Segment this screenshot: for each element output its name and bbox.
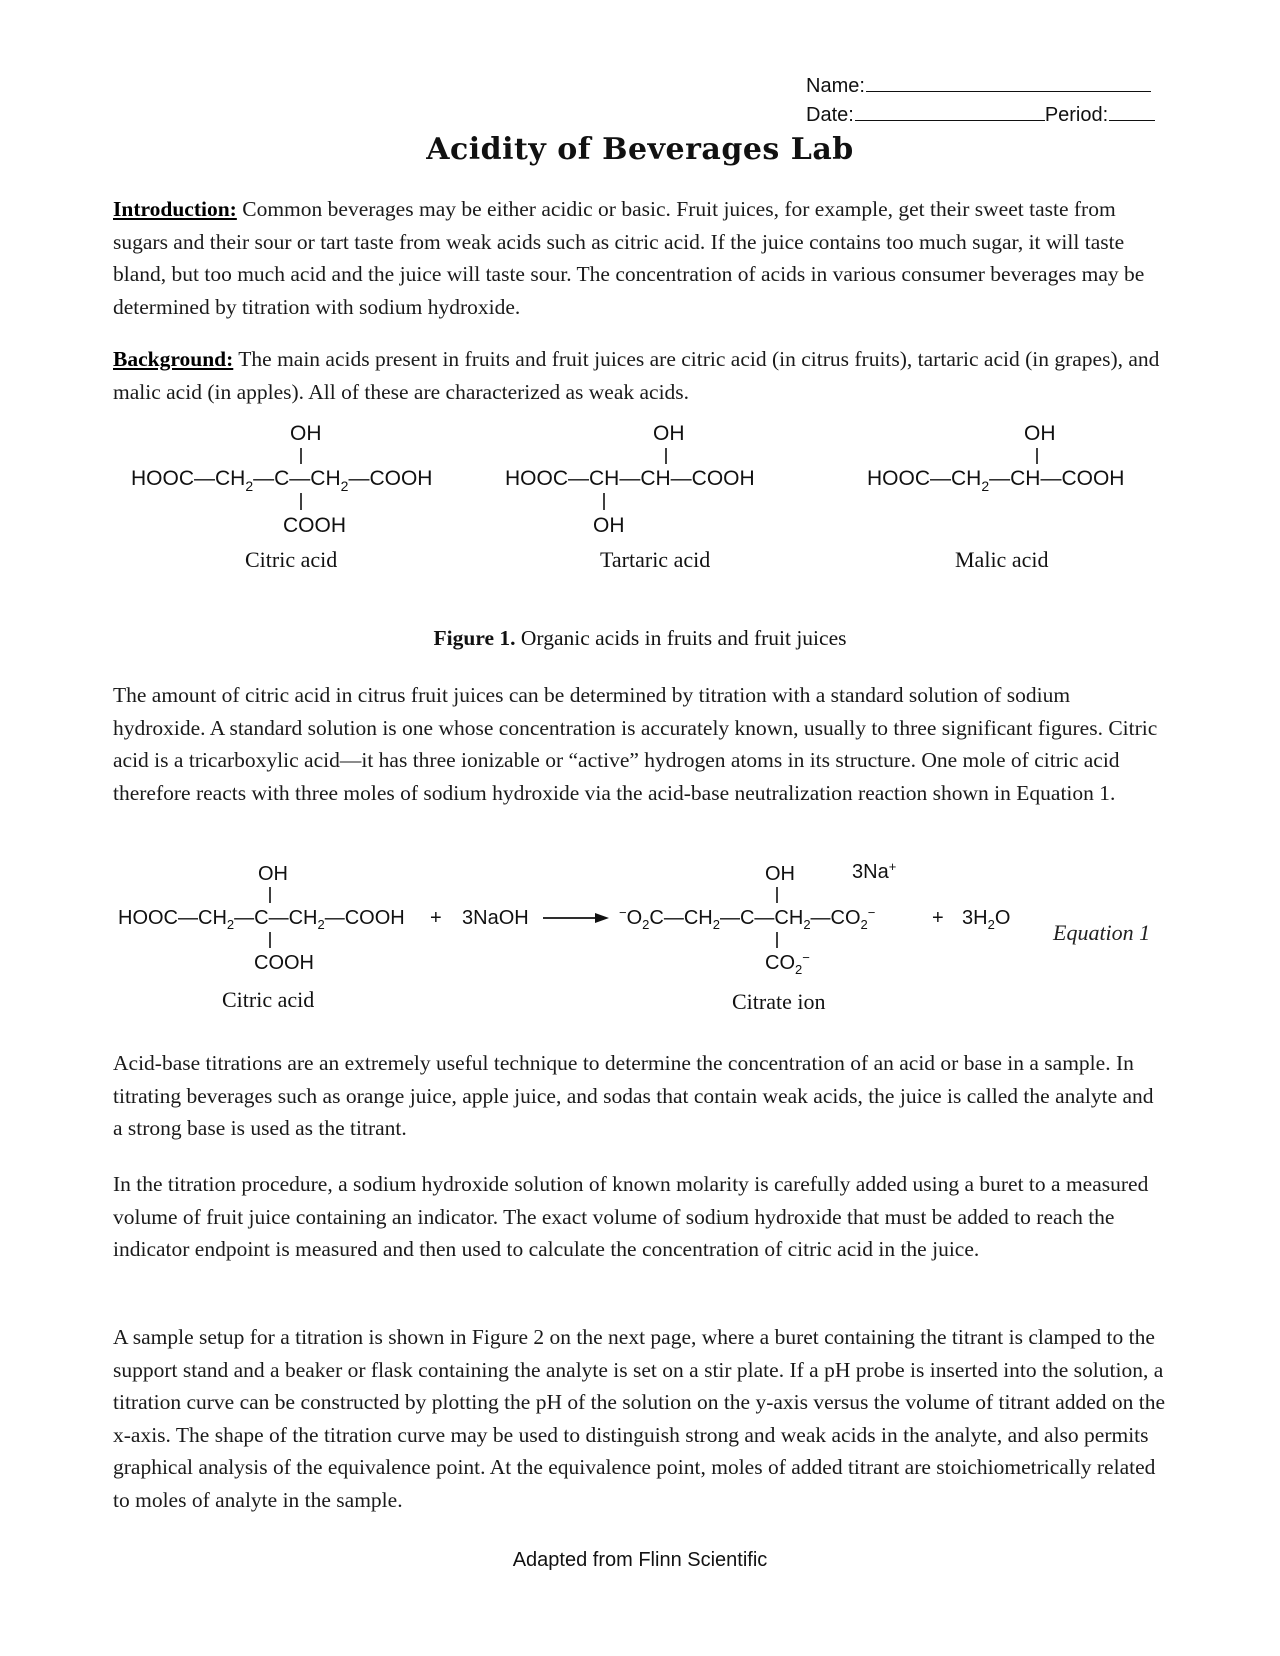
citric-center: —C—CH (253, 467, 341, 490)
eq-product-right-charge: − (867, 905, 876, 920)
eq-product-right-sub: 2 (860, 917, 868, 932)
eq-product-center: —C—CH (719, 907, 804, 929)
malic-oh-label: OH (1024, 422, 1056, 445)
eq-product-name: Citrate ion (732, 989, 826, 1014)
eq-product-left-chain: C—CH (649, 907, 713, 929)
citric-chain-left-group (131, 467, 432, 494)
period-blank (1109, 102, 1155, 121)
paragraph-titration-procedure: In the titration procedure, a sodium hydroxide solution of known molarity is carefully added using a buret to a measured volume of fruit juice containing an indicator. The exact volume of sodium hydroxide that must be added to reach the indicator endpoint is measured and then used to calculate the concentration of citric acid in the juice. (113, 1172, 1149, 1261)
malic-acid-structure (867, 422, 1124, 572)
citric-acid-structure (131, 422, 432, 572)
equation-1-product (619, 859, 896, 1014)
name-field (806, 72, 1155, 101)
tartaric-oh-top-label: OH (653, 422, 685, 445)
background-paragraph (113, 343, 1167, 408)
introduction-paragraph (113, 193, 1167, 323)
eq-reactant-center: —C—CH (234, 907, 318, 929)
eq-plus-2: + (932, 907, 944, 929)
background-text: The main acids present in fruits and fruit juices are citric acid (in citrus fruits), tartaric acid (in grapes), and malic acid (in apples). All of these are characterized as weak acids. (113, 347, 1160, 404)
reaction-arrow (543, 913, 609, 923)
figure-1-caption-text: Organic acids in fruits and fruit juices (515, 626, 847, 650)
name-blank (866, 73, 1151, 92)
citric-oh-label: OH (290, 422, 322, 445)
equation-1-label: Equation 1 (1053, 920, 1151, 945)
figure-1-caption-label: Figure 1. (433, 626, 516, 650)
eq-reactant-right: —COOH (324, 907, 405, 929)
eq-naoh: 3NaOH (462, 907, 529, 929)
citric-acid-name: Citric acid (245, 547, 338, 572)
eq-water-o: O (994, 907, 1011, 929)
paragraph-sample-setup: A sample setup for a titration is shown in Figure 2 on the next page, where a buret containing the titrant is clamped to the support stand and a beaker or flask containing the analyte is set on a stir plate. If a pH probe is inserted into the solution, a titration curve can be constructed by plotting the pH of the solution on the y-axis versus the volume of titrant added on the x-axis. The shape of the titration curve may be used to distinguish strong and weak acids in the analyte, and also permits graphical analysis of the equivalence point. At the equivalence point, moles of added titrant are stoichiometrically related to moles of analyte in the sample. (113, 1325, 1166, 1512)
tartaric-oh-bottom-label: OH (593, 514, 625, 537)
equation-1-reactant (118, 863, 405, 1012)
background-heading: Background: (113, 347, 234, 371)
eq-reactant-chain-left: HOOC—CH (118, 907, 227, 929)
eq-reactant-sub-2: 2 (317, 917, 325, 932)
malic-chain-group (867, 467, 1124, 494)
page-footer: Adapted from Flinn Scientific (512, 1549, 768, 1571)
eq-product-bottom-co: CO (765, 952, 795, 974)
eq-product-left-o: O (626, 907, 643, 929)
citric-cooh-label: COOH (283, 514, 346, 537)
name-label: Name: (806, 75, 865, 97)
reaction-arrow-head (595, 913, 609, 923)
header-fields (806, 72, 1155, 130)
paragraph-citric-titration: The amount of citric acid in citrus fruit juices can be determined by titration with a standard solution of sodium hydroxide. A standard solution is one whose concentration is accurately known, usually to three significant figures. Citric acid is a tricarboxylic acid—it has three ionizable or “active” hydrogen atoms in its structure. One mole of citric acid therefore reacts with three moles of sodium hydroxide via the acid-base neutralization reaction shown in Equation 1. (113, 683, 1158, 805)
citric-chain-right: —COOH (348, 467, 433, 490)
citric-sub-1: 2 (245, 478, 254, 494)
citric-chain-left: HOOC—CH (131, 467, 246, 490)
malic-chain-left: HOOC—CH (867, 467, 982, 490)
eq-water-sub: 2 (987, 917, 995, 932)
figure-1-structures (100, 418, 1180, 593)
eq-water-h: 3H (962, 907, 988, 929)
tartaric-chain: HOOC—CH—CH—COOH (505, 467, 755, 490)
introduction-heading: Introduction: (113, 197, 237, 221)
date-label: Date: (806, 104, 854, 126)
eq-reactant-chain-group (118, 907, 405, 932)
date-blank (855, 102, 1045, 121)
eq-reactant-name: Citric acid (222, 987, 315, 1012)
date-period-field (806, 101, 1155, 130)
eq-sodium-group (852, 859, 896, 883)
citric-sub-2: 2 (340, 478, 349, 494)
malic-acid-name: Malic acid (955, 547, 1049, 572)
eq-product-sub-2: 2 (803, 917, 811, 932)
eq-reactant-cooh: COOH (254, 952, 314, 974)
eq-product-sub-1: 2 (712, 917, 720, 932)
eq-product-bottom-group (765, 950, 810, 977)
eq-product-chain-group (619, 905, 875, 932)
tartaric-acid-structure (505, 422, 755, 572)
eq-product-bottom-sub: 2 (795, 962, 803, 977)
eq-reactant-sub-1: 2 (226, 917, 235, 932)
introduction-text: Common beverages may be either acidic or basic. Fruit juices, for example, get their sweet taste from sugars and their sour or tart taste from weak acids such as citric acid. If the juice contains too much sugar, it will taste bland, but too much acid and the juice will taste sour. The concentration of acids in various consumer beverages may be determined by titration with sodium hydroxide. (113, 197, 1145, 319)
eq-product-oh: OH (765, 863, 795, 885)
eq-water-group (962, 907, 1010, 932)
eq-plus-1: + (430, 907, 442, 929)
figure-1-caption (0, 626, 1280, 651)
tartaric-acid-name: Tartaric acid (600, 547, 711, 572)
page-title: Acidity of Beverages Lab (426, 132, 854, 167)
malic-chain-right: —CH—COOH (989, 467, 1125, 490)
eq-product-left-charge: − (619, 905, 627, 920)
eq-sodium: 3Na (852, 861, 889, 883)
eq-product-bottom-charge: − (802, 950, 810, 965)
period-label: Period: (1044, 104, 1109, 126)
eq-sodium-charge: + (888, 859, 897, 874)
eq-product-left-sub: 2 (642, 917, 650, 932)
equation-1 (100, 858, 1180, 1033)
malic-sub: 2 (981, 478, 990, 494)
eq-product-right: —CO (810, 907, 861, 929)
eq-reactant-oh: OH (258, 863, 288, 885)
paragraph-acid-base-titrations: Acid-base titrations are an extremely useful technique to determine the concentration of an acid or base in a sample. In titrating beverages such as orange juice, apple juice, and sodas that contain weak acids, the juice is called the analyte and a strong base is used as the titrant. (113, 1051, 1154, 1140)
